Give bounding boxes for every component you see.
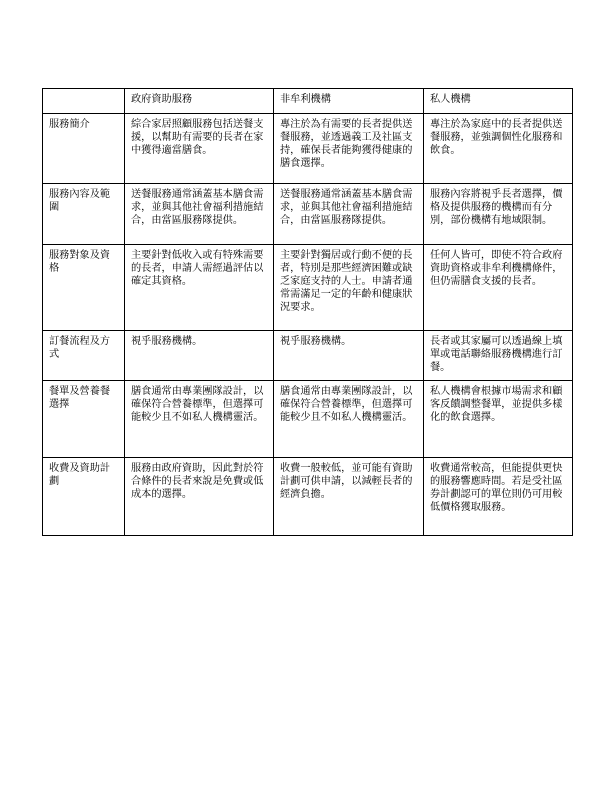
table-row: [43, 245, 573, 331]
table-cell: 送餐服務通常涵蓋基本膳食需求，並與其他社會福利措施結合，由當區服務隊提供。: [274, 184, 424, 245]
table-cell: 視乎服務機構。: [125, 331, 274, 381]
row-label: 收費及資助計劃: [43, 458, 125, 536]
header-cell-government: 政府資助服務: [125, 89, 274, 114]
table-cell: 服務由政府資助，因此對於符合條件的長者來說是免費或低成本的選擇。: [125, 458, 274, 536]
row-label: 服務內容及範圍: [43, 184, 125, 245]
table-cell: 膳食通常由專業團隊設計，以確保符合營養標準，但選擇可能較少且不如私人機構靈活。: [125, 381, 274, 458]
header-cell-corner: [43, 89, 125, 114]
table-row: [43, 184, 573, 245]
table-cell: 送餐服務通常涵蓋基本膳食需求，並與其他社會福利措施結合，由當區服務隊提供。: [125, 184, 274, 245]
table-row: [43, 458, 573, 536]
table-cell: 收費通常較高，但能提供更快的服務響應時間。若是受社區券計劃認可的單位則仍可用較低價格獲取服務。: [424, 458, 573, 536]
table-row: [43, 331, 573, 381]
table-cell: 服務內容將視乎長者選擇，價格及提供服務的機構而有分別，部份機構有地域限制。: [424, 184, 573, 245]
row-label: 服務對象及資格: [43, 245, 125, 331]
table-cell: 主要針對低收入或有特殊需要的長者，申請人需經過評估以確定其資格。: [125, 245, 274, 331]
row-label: 服務簡介: [43, 114, 125, 184]
comparison-table: [42, 88, 573, 536]
table-cell: 長者或其家屬可以透過線上填單或電話聯絡服務機構進行訂餐。: [424, 331, 573, 381]
table-row: [43, 114, 573, 184]
table-cell: 主要針對獨居或行動不便的長者，特別是那些經濟困難或缺乏家庭支持的人士。申請者通常需滿足一定的年齡和健康狀況要求。: [274, 245, 424, 331]
header-cell-private: 私人機構: [424, 89, 573, 114]
table-cell: 任何人皆可，即使不符合政府資助資格或非牟利機構條件，但仍需膳食支援的長者。: [424, 245, 573, 331]
table-cell: 私人機構會根據市場需求和顧客反饋調整餐單，並提供多樣化的飲食選擇。: [424, 381, 573, 458]
table-cell: 膳食通常由專業團隊設計，以確保符合營養標準，但選擇可能較少且不如私人機構靈活。: [274, 381, 424, 458]
table-header-row: [43, 89, 573, 114]
table-cell: 綜合家居照顧服務包括送餐支援，以幫助有需要的長者在家中獲得適當膳食。: [125, 114, 274, 184]
table-cell: 視乎服務機構。: [274, 331, 424, 381]
header-cell-nonprofit: 非牟利機構: [274, 89, 424, 114]
table-row: [43, 381, 573, 458]
table-cell: 專注於為家庭中的長者提供送餐服務，並強調個性化服務和飲食。: [424, 114, 573, 184]
table-cell: 收費一般較低，並可能有資助計劃可供申請，以減輕長者的經濟負擔。: [274, 458, 424, 536]
table-cell: 專注於為有需要的長者提供送餐服務，並透過義工及社區支持，確保長者能夠獲得健康的膳食選擇。: [274, 114, 424, 184]
row-label: 餐單及營養餐選擇: [43, 381, 125, 458]
row-label: 訂餐流程及方式: [43, 331, 125, 381]
